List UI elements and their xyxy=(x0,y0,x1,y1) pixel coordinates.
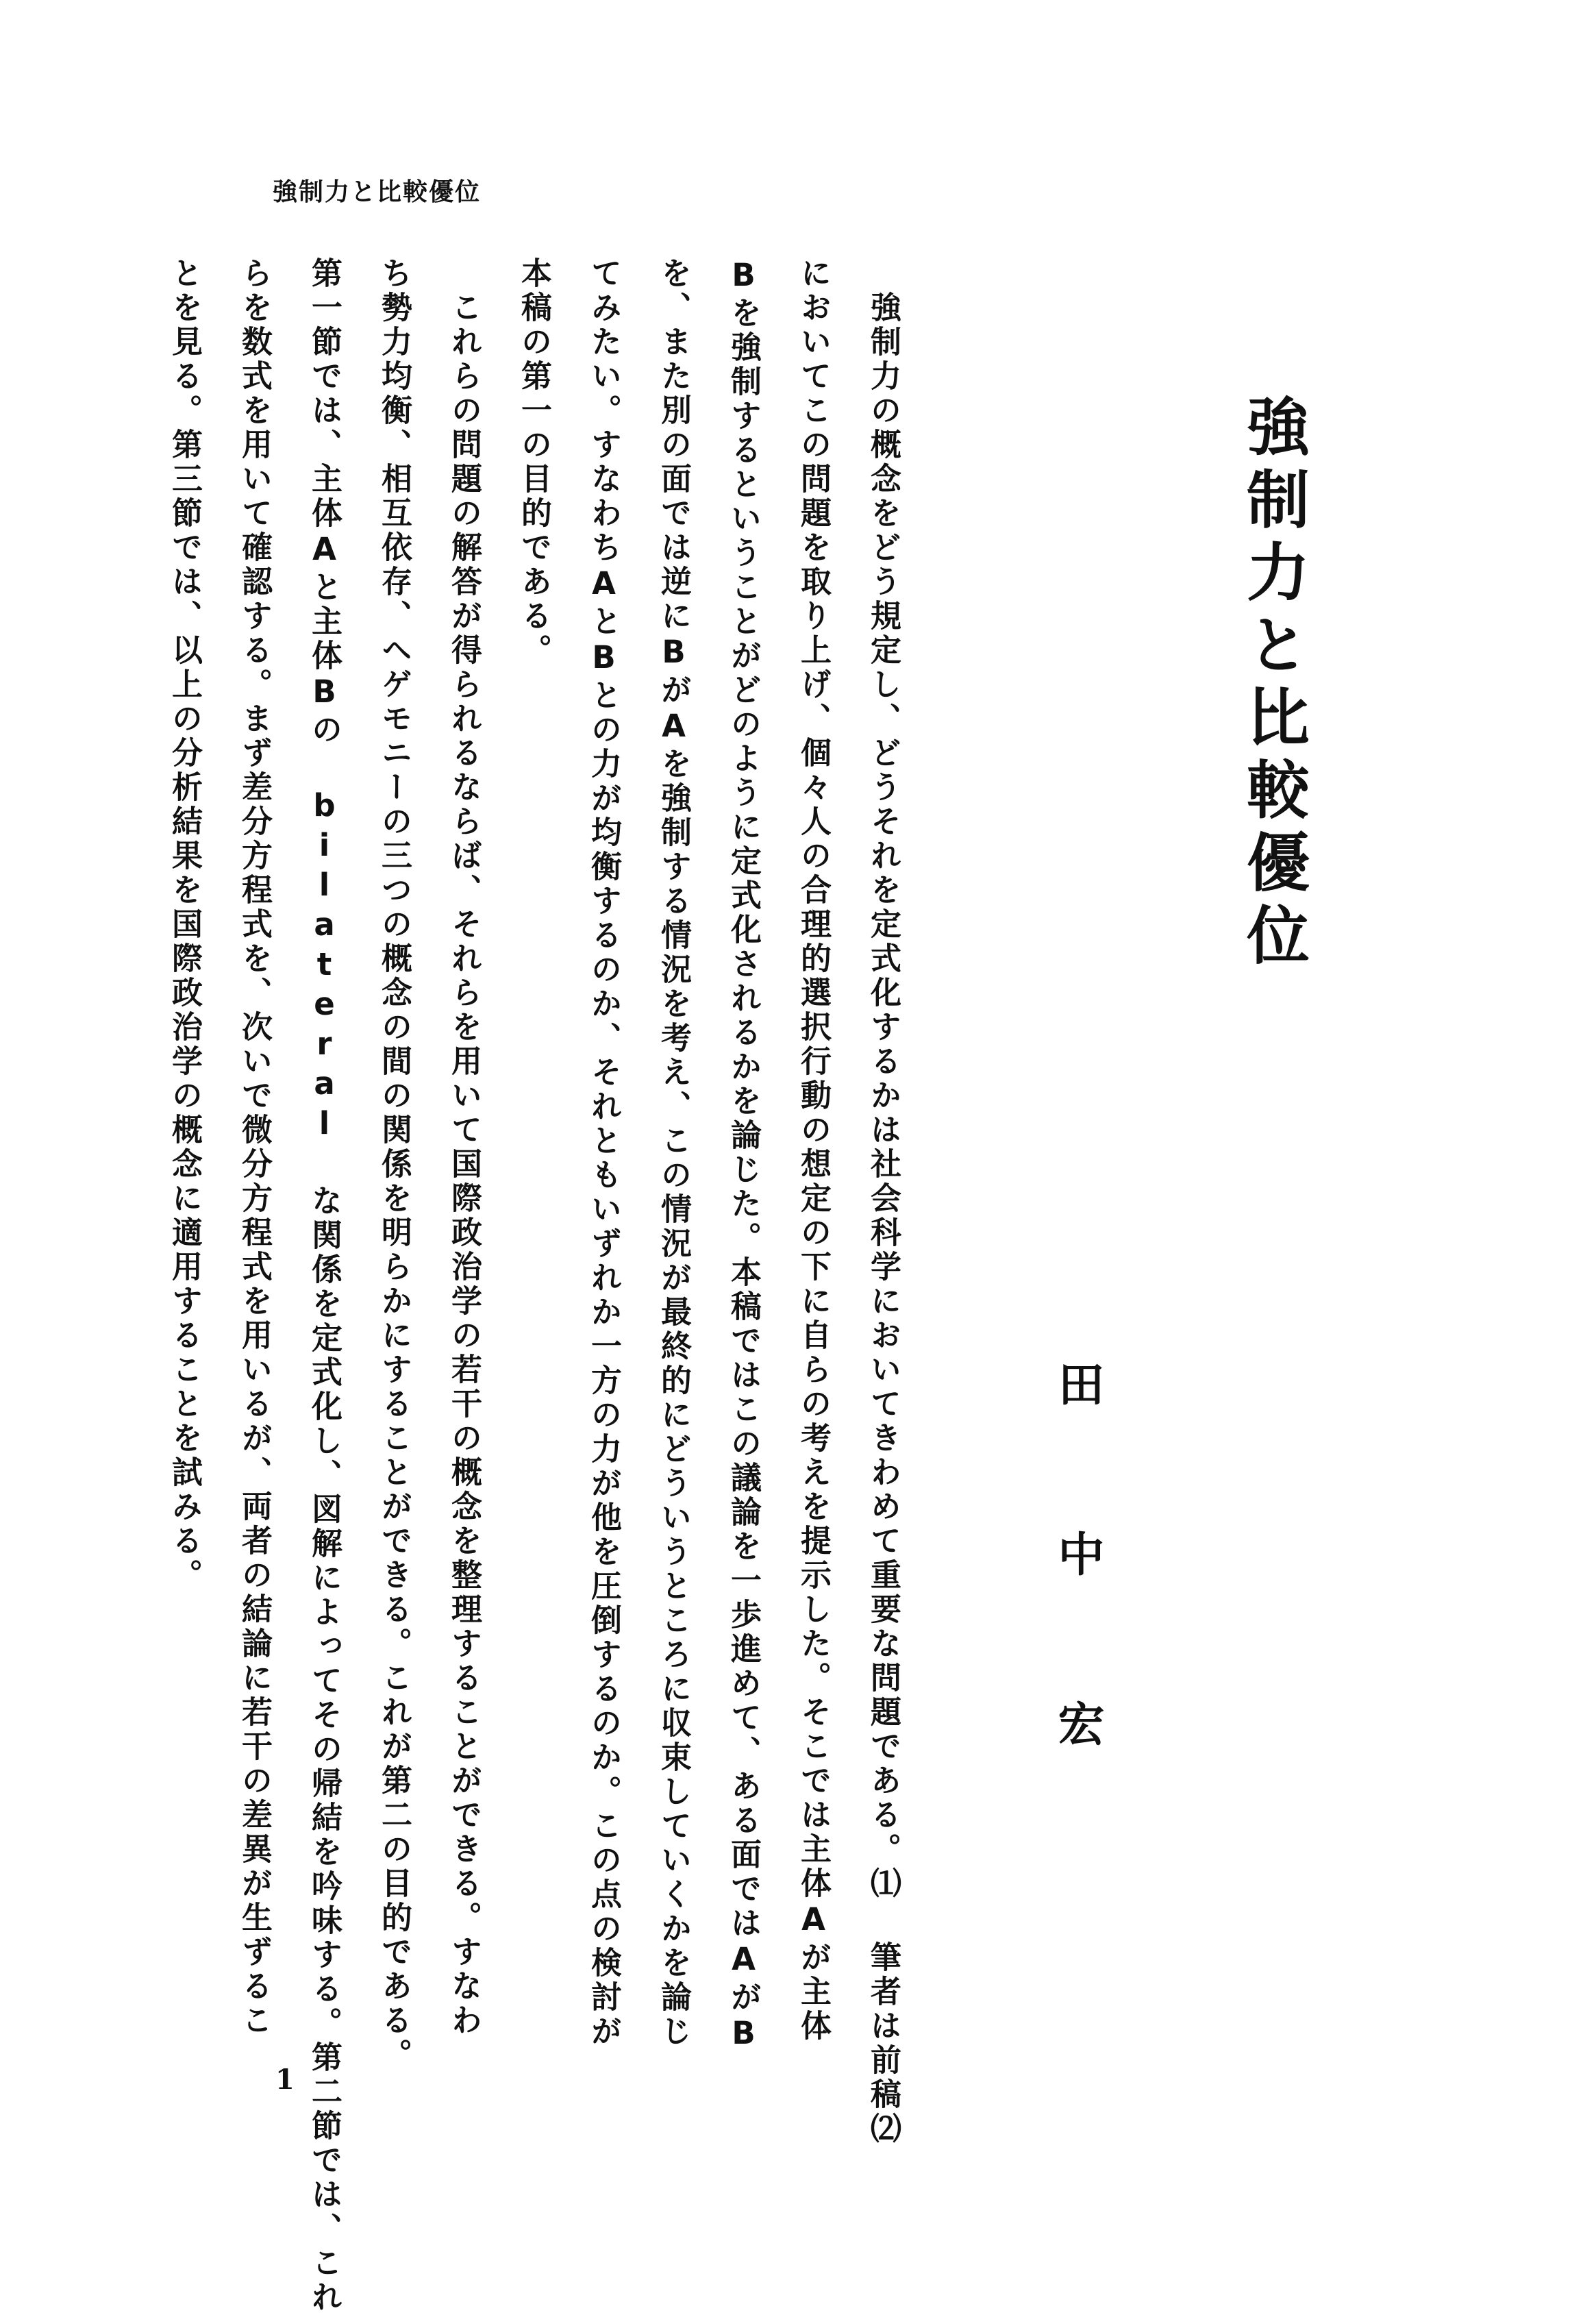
body-line: てみたい。すなわちAとBとの力が均衡するのか、それともいずれか一方の力が他を圧倒するのか。この点の検討が xyxy=(586,257,622,2049)
body-line: 本稿の第一の目的である。 xyxy=(516,257,552,668)
body-line: とを見る。第三節では、以上の分析結果を国際政治学の概念に適用することを試みる。 xyxy=(166,257,203,1593)
body-line: においてこの問題を取り上げ、個々人の合理的選択行動の想定の下に自らの考えを提示した。そこでは主体Aが主体 xyxy=(795,257,832,2044)
article-title: 強制力と比較優位 xyxy=(1236,394,1310,975)
body-line: これらの問題の解答が得られるならば、それらを用いて国際政治学の若干の概念を整理することができる。すなわ xyxy=(446,257,482,2038)
author-name: 田中宏 xyxy=(1050,1360,1104,1870)
body-line: らを数式を用いて確認する。まず差分方程式を、次いで微分方程式を用いるが、両者の結論に若干の差異が生ずるこ xyxy=(236,257,273,2038)
body-line: を、また別の面では逆にBがAを強制する情況を考え、この情況が最終的にどういうところに収束していくかを論じ xyxy=(656,257,692,2049)
running-head: 強制力と比較優位 xyxy=(273,178,482,206)
body-line: 強制力の概念をどう規定し、どうそれを定式化するかは社会科学においてきわめて重要な問題である。⑴ 筆者は前稿⑵ xyxy=(865,257,901,2146)
page-number: 1 xyxy=(275,2064,295,2096)
body-line: 第一節では、主体Aと主体Bの bilateral な関係を定式化し、図解によってその帰結を吟味する。第二節では、これ xyxy=(306,257,342,2315)
body-text xyxy=(149,257,918,2315)
body-line: ち勢力均衡、相互依存、ヘゲモニーの三つの概念の間の関係を明らかにすることができる。これが第二の目的である。 xyxy=(376,257,412,2072)
body-line: Bを強制するということがどのように定式化されるかを論じた。本稿ではこの議論を一歩進めて、ある面ではAがB xyxy=(725,257,762,2055)
